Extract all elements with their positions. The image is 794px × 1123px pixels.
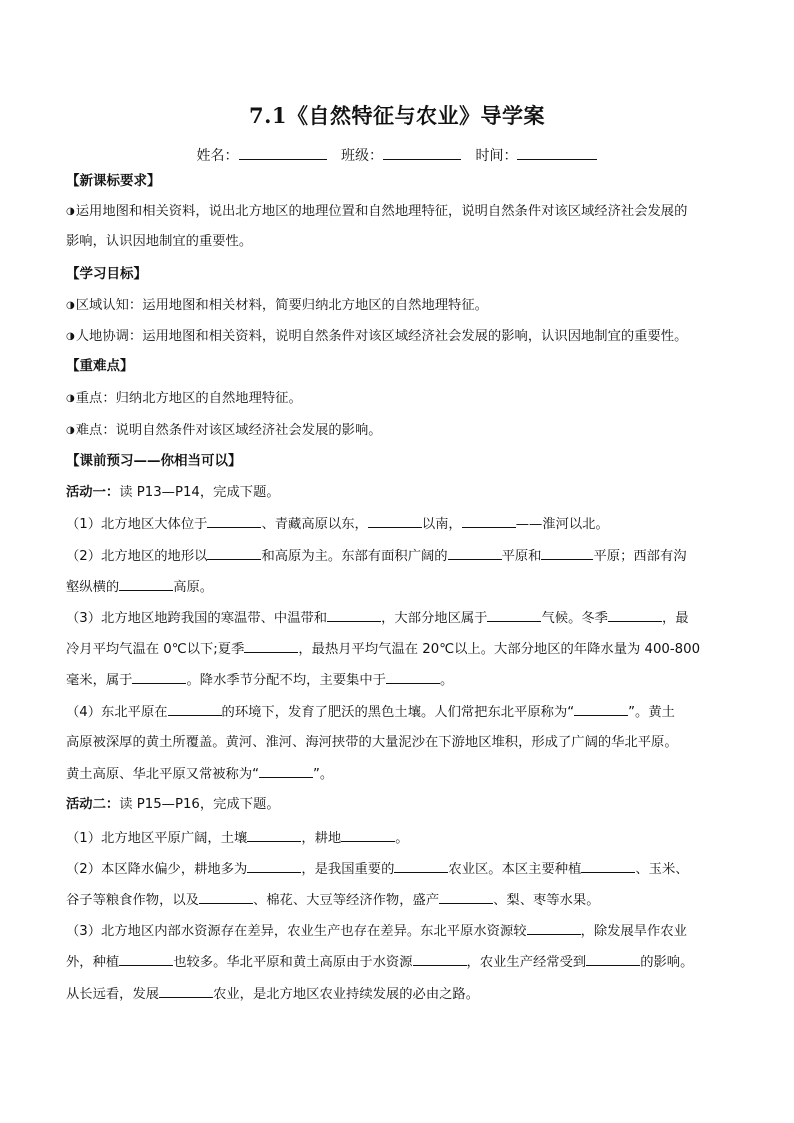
question-text: 外，种植 xyxy=(66,955,120,970)
answer-blank[interactable] xyxy=(581,860,635,873)
a1-q2-line2 xyxy=(66,578,738,597)
bullet-icon: ◑ xyxy=(66,300,75,311)
question-text: ，是我国重要的 xyxy=(301,862,395,877)
question-text: ”。黄土 xyxy=(628,705,675,720)
answer-blank[interactable] xyxy=(327,609,381,622)
standards-heading: 【新课标要求】 xyxy=(66,173,161,189)
answer-blank[interactable] xyxy=(341,829,395,842)
a1-q2-line1 xyxy=(66,547,738,566)
question-text: 的影响。 xyxy=(640,955,694,970)
keypoint-text: 重点：归纳北方地区的自然地理特征。 xyxy=(75,391,302,406)
page-title: 7.1《自然特征与农业》导学案 xyxy=(248,103,546,128)
activity1-intro xyxy=(66,484,738,502)
question-text: ，大部分地区属于 xyxy=(381,611,488,626)
question-text: （2）本区降水偏少，耕地多为 xyxy=(66,862,248,877)
answer-blank[interactable] xyxy=(199,891,253,904)
standards-line-1 xyxy=(66,203,738,221)
a1-q4-line2: 高原被深厚的黄土所覆盖。黄河、淮河、海河挟带的大量泥沙在下游地区堆积，形成了广阔的华北平原。 xyxy=(66,735,678,750)
question-text: 农业，是北方地区农业持续发展的必由之路。 xyxy=(213,987,480,1002)
question-text: 毫米，属于 xyxy=(66,673,133,688)
name-label: 姓名： xyxy=(196,148,239,164)
answer-blank[interactable] xyxy=(159,985,213,998)
question-text: 的环境下，发育了肥沃的黑色土壤。人们常把东北平原称为“ xyxy=(221,705,575,720)
goal-text: 人地协调：运用地图和相关资料，说明自然条件对该区域经济社会发展的影响，认识因地制宜的重要性。 xyxy=(75,329,688,344)
question-text: ”。 xyxy=(313,767,334,782)
class-label: 班级： xyxy=(341,148,383,164)
question-text: 壑纵横的 xyxy=(66,580,120,595)
question-text: 气候。冬季 xyxy=(541,611,608,626)
question-text: （3）北方地区地跨我国的寒温带、中温带和 xyxy=(66,611,328,626)
time-blank[interactable] xyxy=(517,145,597,160)
answer-blank[interactable] xyxy=(527,922,581,935)
a2-q3-line2 xyxy=(66,953,738,972)
answer-blank[interactable] xyxy=(386,671,440,684)
goal-item-1 xyxy=(66,297,738,315)
a1-q4-line1 xyxy=(66,703,738,722)
question-text: 。 xyxy=(439,673,454,688)
question-text: （4）东北平原在 xyxy=(66,705,168,720)
question-text: 农业区。本区主要种植 xyxy=(448,862,582,877)
question-text: 高原。 xyxy=(173,580,214,595)
class-blank[interactable] xyxy=(383,145,461,160)
activity2-text: 读 P15—P16，完成下题。 xyxy=(119,797,280,812)
question-text: 冷月平均气温在 0℃以下;夏季 xyxy=(66,642,245,657)
question-text: （2）北方地区的地形以 xyxy=(66,549,208,564)
answer-blank[interactable] xyxy=(487,609,541,622)
name-blank[interactable] xyxy=(239,145,327,160)
question-text: 、梨、枣等水果。 xyxy=(493,893,600,908)
question-text: ，除发展旱作农业 xyxy=(580,924,687,939)
standards-text: 运用地图和相关资料，说出北方地区的地理位置和自然地理特征，说明自然条件对该区域经济社会发展的 xyxy=(75,204,688,219)
answer-blank[interactable] xyxy=(368,515,422,528)
answer-blank[interactable] xyxy=(207,515,261,528)
answer-blank[interactable] xyxy=(244,640,298,653)
question-text: 。降水季节分配不均，主要集中于 xyxy=(186,673,386,688)
question-text: 。 xyxy=(395,831,409,846)
question-text: 、玉米、 xyxy=(635,862,689,877)
question-text: ，最热月平均气温在 20℃以上。大部分地区的年降水量为 400-800 xyxy=(298,642,701,657)
a2-q2-line2 xyxy=(66,891,738,910)
activity1-title: 活动一： xyxy=(66,485,120,500)
keypoint-item-2 xyxy=(66,422,738,440)
answer-blank[interactable] xyxy=(574,703,628,716)
keypoint-item-1 xyxy=(66,390,738,408)
activity2-title: 活动二： xyxy=(66,797,120,812)
answer-blank[interactable] xyxy=(119,578,173,591)
goal-text: 区域认知：运用地图和相关材料，简要归纳北方地区的自然地理特征。 xyxy=(75,298,488,313)
answer-blank[interactable] xyxy=(462,515,516,528)
question-text: （1）北方地区平原广阔，土壤 xyxy=(66,831,248,846)
a2-q3-line3 xyxy=(66,985,738,1004)
question-text: 以南， xyxy=(421,517,462,532)
answer-blank[interactable] xyxy=(168,703,222,716)
answer-blank[interactable] xyxy=(586,953,640,966)
answer-blank[interactable] xyxy=(119,953,173,966)
question-text: 、青藏高原以东， xyxy=(261,517,368,532)
question-text: （3）北方地区内部水资源存在差异，农业生产也存在差异。东北平原水资源较 xyxy=(66,924,527,939)
question-text: 也较多。华北平原和黄土高原由于水资源 xyxy=(173,955,413,970)
answer-blank[interactable] xyxy=(608,609,662,622)
keypoint-text: 难点：说明自然条件对该区域经济社会发展的影响。 xyxy=(75,423,382,438)
a1-q4-line3 xyxy=(66,765,738,784)
answer-blank[interactable] xyxy=(541,547,593,560)
question-text: ，农业生产经常受到 xyxy=(466,955,587,970)
bullet-icon: ◑ xyxy=(66,206,75,217)
answer-blank[interactable] xyxy=(259,765,313,778)
time-label: 时间： xyxy=(475,148,518,164)
keypoints-heading: 【重难点】 xyxy=(66,358,134,374)
question-text: 从长远看，发展 xyxy=(66,987,160,1002)
bullet-icon: ◑ xyxy=(66,393,75,404)
goals-heading: 【学习目标】 xyxy=(66,266,147,282)
answer-blank[interactable] xyxy=(448,547,502,560)
a1-q3-line3 xyxy=(66,671,738,690)
answer-blank[interactable] xyxy=(132,671,186,684)
question-text: ，最 xyxy=(661,611,689,626)
a2-q1 xyxy=(66,829,738,848)
a1-q1 xyxy=(66,515,738,534)
question-text: 平原和 xyxy=(501,549,542,564)
activity1-text: 读 P13—P14，完成下题。 xyxy=(119,485,280,500)
a1-q3-line2 xyxy=(66,640,738,659)
question-text: 黄土高原、华北平原又常被称为“ xyxy=(66,767,260,782)
bullet-icon: ◑ xyxy=(66,425,75,436)
goal-item-2 xyxy=(66,328,738,346)
question-text: （1）北方地区大体位于 xyxy=(66,517,208,532)
question-text: 谷子等粮食作物，以及 xyxy=(66,893,199,908)
question-text: ——淮河以北。 xyxy=(515,517,609,532)
answer-blank[interactable] xyxy=(247,829,301,842)
a2-q3-line1 xyxy=(66,922,738,941)
standards-line-2: 影响，认识因地制宜的重要性。 xyxy=(66,234,253,249)
answer-blank[interactable] xyxy=(439,891,493,904)
a2-q2-line1 xyxy=(66,860,738,879)
question-text: 和高原为主。东部有面积广阔的 xyxy=(261,549,448,564)
question-text: ，耕地 xyxy=(301,831,342,846)
student-info-row xyxy=(0,145,794,165)
bullet-icon: ◑ xyxy=(66,331,75,342)
question-text: 平原；西部有沟 xyxy=(593,549,687,564)
answer-blank[interactable] xyxy=(207,547,261,560)
a1-q3-line1 xyxy=(66,609,738,628)
question-text: 、棉花、大豆等经济作物，盛产 xyxy=(252,893,440,908)
answer-blank[interactable] xyxy=(413,953,467,966)
answer-blank[interactable] xyxy=(394,860,448,873)
preview-heading: 【课前预习——你相当可以】 xyxy=(66,453,242,469)
answer-blank[interactable] xyxy=(247,860,301,873)
activity2-intro xyxy=(66,796,738,814)
